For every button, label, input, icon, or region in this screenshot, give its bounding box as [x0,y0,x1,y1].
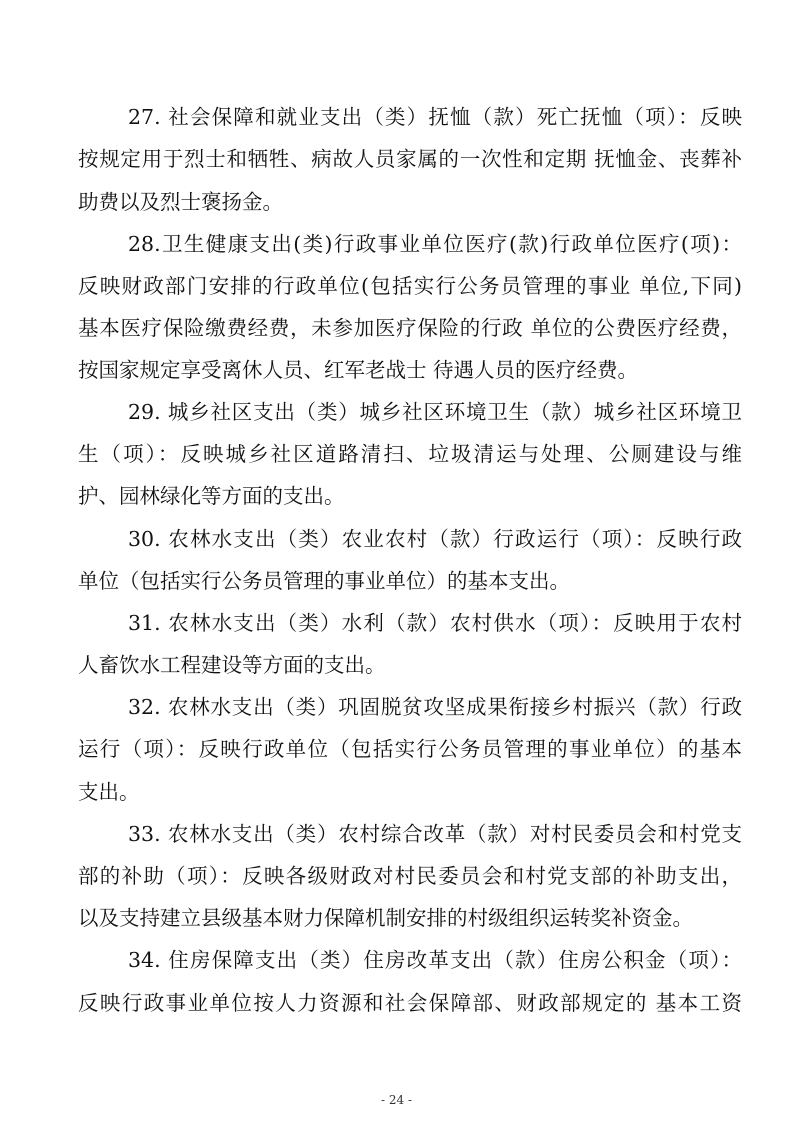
paragraph-29-line-1: 29. 城乡社区支出（类）城乡社区环境卫生（款）城乡社区环境卫 [128,400,742,424]
paragraph-28-line-2: 反映财政部门安排的行政单位(包括实行公务员管理的事业 单位,下同) [78,274,742,298]
paragraph-28-line-1: 28.卫生健康支出(类)行政事业单位医疗(款)行政单位医疗(项)： [128,232,742,256]
paragraph-34-line-1: 34. 住房保障支出（类）住房改革支出（款）住房公积金（项）： [128,948,742,972]
paragraph-29-line-3: 护、园林绿化等方面的支出。 [78,484,345,508]
paragraph-34-line-2: 反映行政事业单位按人力资源和社会保障部、财政部规定的 基本工资 [78,991,742,1015]
paragraph-30-line-1: 30. 农林水支出（类）农业农村（款）行政运行（项）：反映行政 [128,527,742,551]
page-number: - 24 - [380,1093,412,1107]
paragraph-30-line-2: 单位（包括实行公务员管理的事业单位）的基本支出。 [78,569,570,593]
paragraph-32-line-3: 支出。 [78,780,140,804]
paragraph-33-line-1: 33. 农林水支出（类）农村综合改革（款）对村民委员会和村党支 [128,822,742,846]
paragraph-27-line-3: 助费以及烈士褒扬金。 [78,190,283,214]
paragraph-33-line-2: 部的补助（项）：反映各级财政对村民委员会和村党支部的补助支出， [78,864,742,888]
paragraph-32-line-2: 运行（项）：反映行政单位（包括实行公务员管理的事业单位）的基本 [78,737,742,761]
paragraph-33-line-3: 以及支持建立县级基本财力保障机制安排的村级组织运转奖补资金。 [78,906,693,930]
paragraph-28-line-3: 基本医疗保险缴费经费，未参加医疗保险的行政 单位的公费医疗经费， [78,316,742,340]
paragraph-32-line-1: 32. 农林水支出（类）巩固脱贫攻坚成果衔接乡村振兴（款）行政 [128,695,742,719]
paragraph-27-line-2: 按规定用于烈士和牺牲、病故人员家属的一次性和定期 抚恤金、丧葬补 [78,147,742,171]
paragraph-28-line-4: 按国家规定享受离休人员、红军老战士 待遇人员的医疗经费。 [78,358,639,382]
paragraph-27-line-1: 27. 社会保障和就业支出（类）抚恤（款）死亡抚恤（项）：反映 [128,105,742,129]
paragraph-31-line-2: 人畜饮水工程建设等方面的支出。 [78,653,386,677]
paragraph-29-line-2: 生（项）：反映城乡社区道路清扫、垃圾清运与处理、公厕建设与维 [78,442,742,466]
paragraph-31-line-1: 31. 农林水支出（类）水利（款）农村供水（项）：反映用于农村 [128,611,742,635]
